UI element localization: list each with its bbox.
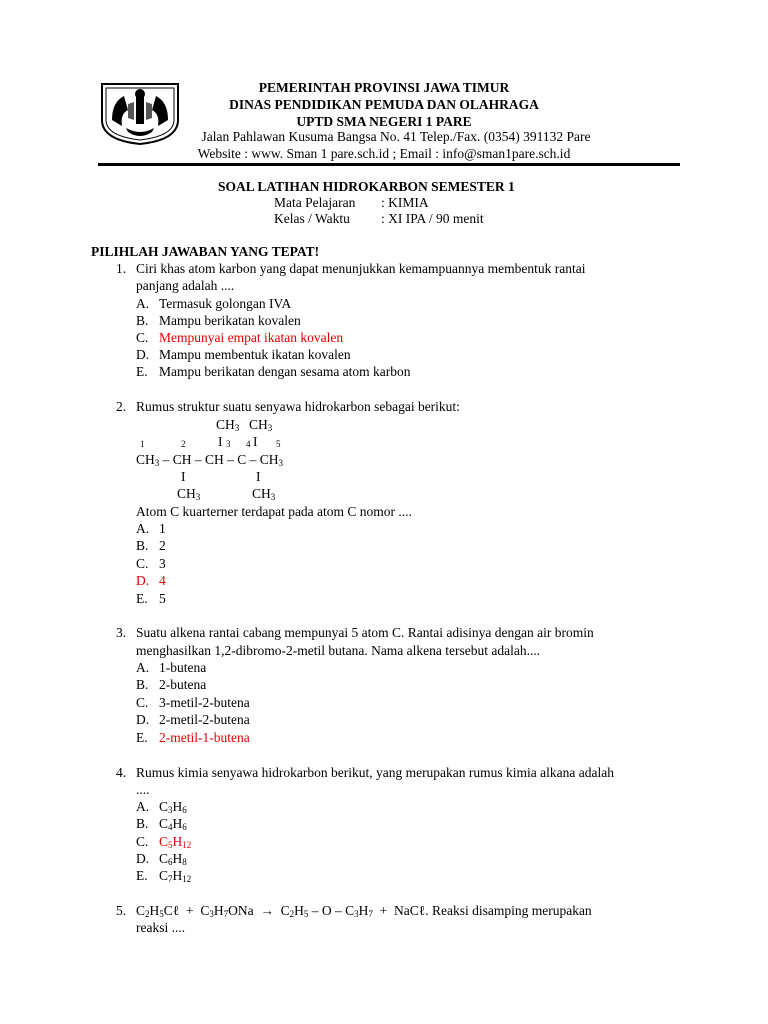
carbon-number-3: 3: [226, 439, 231, 449]
option-letter: E.: [136, 364, 148, 379]
carbon-number-5: 5: [276, 439, 281, 449]
methyl-bottom-2: $CH_3$: [252, 486, 276, 502]
option-text: 3-metil-2-butena: [159, 695, 250, 710]
option-letter: C.: [136, 834, 149, 849]
carbon-number-4: 4: [246, 439, 251, 449]
question-text: ....: [136, 782, 150, 797]
option-text: 3: [159, 556, 166, 571]
option-text-answer: 4: [159, 573, 166, 588]
option-letter: B.: [136, 313, 149, 328]
header-line-1: PEMERINTAH PROVINSI JAWA TIMUR: [258, 80, 510, 95]
option-formula: $C_7H_{12}$: [159, 868, 192, 884]
header-divider: [98, 163, 680, 166]
header-website: Website : www. Sman 1 pare.sch.id ; Email : info@sman1pare.sch.id: [197, 146, 571, 161]
option-letter: D.: [136, 851, 150, 866]
option-letter: E.: [136, 868, 148, 883]
methyl-bottom-1: $CH_3$: [177, 486, 201, 502]
main-chain: $CH_3$ – CH – CH – C – $CH_3$: [136, 452, 284, 468]
option-formula: $C_3H_6$: [159, 799, 187, 815]
option-letter: A.: [136, 799, 150, 814]
question-text: Ciri khas atom karbon yang dapat menunjukkan kemampuannya membentuk rantai: [136, 261, 586, 276]
option-letter: B.: [136, 816, 149, 831]
option-text: 1-butena: [159, 660, 207, 675]
bond-line-top-2: I: [253, 434, 258, 449]
bond-line-bottom-1: I: [181, 469, 186, 484]
question-text: reaksi ....: [136, 920, 186, 935]
option-text: Mampu berikatan dengan sesama atom karbon: [159, 364, 411, 379]
option-text-answer: Mempunyai empat ikatan kovalen: [159, 330, 344, 345]
question-number: 3.: [116, 625, 127, 640]
option-text-answer: 2-metil-1-butena: [159, 730, 250, 745]
option-letter: B.: [136, 538, 149, 553]
header-address: Jalan Pahlawan Kusuma Bangsa No. 41 Telep./Fax. (0354) 391132 Pare: [201, 129, 591, 144]
option-letter: B.: [136, 677, 149, 692]
class-value: : XI IPA / 90 menit: [381, 211, 484, 226]
carbon-number-2: 2: [181, 439, 186, 449]
question-number: 5.: [116, 903, 127, 918]
question-number: 1.: [116, 261, 127, 276]
option-formula: $C_4H_6$: [159, 816, 187, 832]
option-letter: C.: [136, 330, 149, 345]
bond-line-top-1: I: [218, 434, 223, 449]
option-letter: A.: [136, 296, 150, 311]
question-text: Atom C kuarterner terdapat pada atom C nomor ....: [136, 504, 412, 519]
option-letter: E.: [136, 591, 148, 606]
page-title: SOAL LATIHAN HIDROKARBON SEMESTER 1: [218, 179, 515, 194]
subject-label: Mata Pelajaran: [274, 195, 356, 210]
option-text: Termasuk golongan IVA: [159, 296, 292, 311]
option-letter: D.: [136, 712, 150, 727]
question-number: 4.: [116, 765, 127, 780]
option-text: 2: [159, 538, 166, 553]
option-text: Mampu membentuk ikatan kovalen: [159, 347, 351, 362]
option-letter: A.: [136, 660, 150, 675]
header-line-2: DINAS PENDIDIKAN PEMUDA DAN OLAHRAGA: [229, 97, 539, 112]
subject-value: : KIMIA: [381, 195, 429, 210]
option-letter: E.: [136, 730, 148, 745]
option-letter: D.: [136, 347, 150, 362]
bond-line-bottom-2: I: [256, 469, 261, 484]
question-text: Rumus struktur suatu senyawa hidrokarbon sebagai berikut:: [136, 399, 460, 414]
question-text: menghasilkan 1,2-dibromo-2-metil butana. Nama alkena tersebut adalah....: [136, 643, 541, 658]
option-text: 2-metil-2-butena: [159, 712, 250, 727]
reaction-equation: $C_2H_5C\ell + C_3H_7ONa \to C_2H_5 - O - C_3H_7$ + NaCℓ. Reaksi disamping merupakan: [136, 903, 592, 919]
class-label: Kelas / Waktu: [274, 211, 350, 226]
option-letter: C.: [136, 556, 149, 571]
question-text: Suatu alkena rantai cabang mempunyai 5 atom C. Rantai adisinya dengan air bromin: [136, 625, 594, 640]
option-letter: C.: [136, 695, 149, 710]
option-text: 1: [159, 521, 166, 536]
methyl-top-1: $CH_3$: [216, 417, 240, 433]
option-text: 5: [159, 591, 166, 606]
methyl-top-2: $CH_3$: [249, 417, 273, 433]
option-letter: A.: [136, 521, 150, 536]
question-number: 2.: [116, 399, 127, 414]
question-text: panjang adalah ....: [136, 278, 235, 293]
instruction: PILIHLAH JAWABAN YANG TEPAT!: [91, 244, 320, 259]
carbon-number-1: 1: [140, 439, 145, 449]
option-text: 2-butena: [159, 677, 207, 692]
option-formula-answer: $C_5H_{12}$: [159, 834, 192, 850]
option-formula: $C_6H_8$: [159, 851, 187, 867]
option-text: Mampu berikatan kovalen: [159, 313, 301, 328]
question-text: Rumus kimia senyawa hidrokarbon berikut, yang merupakan rumus kimia alkana adalah: [136, 765, 614, 780]
arrow-icon: →: [260, 903, 274, 918]
header-line-3: UPTD SMA NEGERI 1 PARE: [296, 114, 472, 129]
option-letter-answer: D.: [136, 573, 150, 588]
